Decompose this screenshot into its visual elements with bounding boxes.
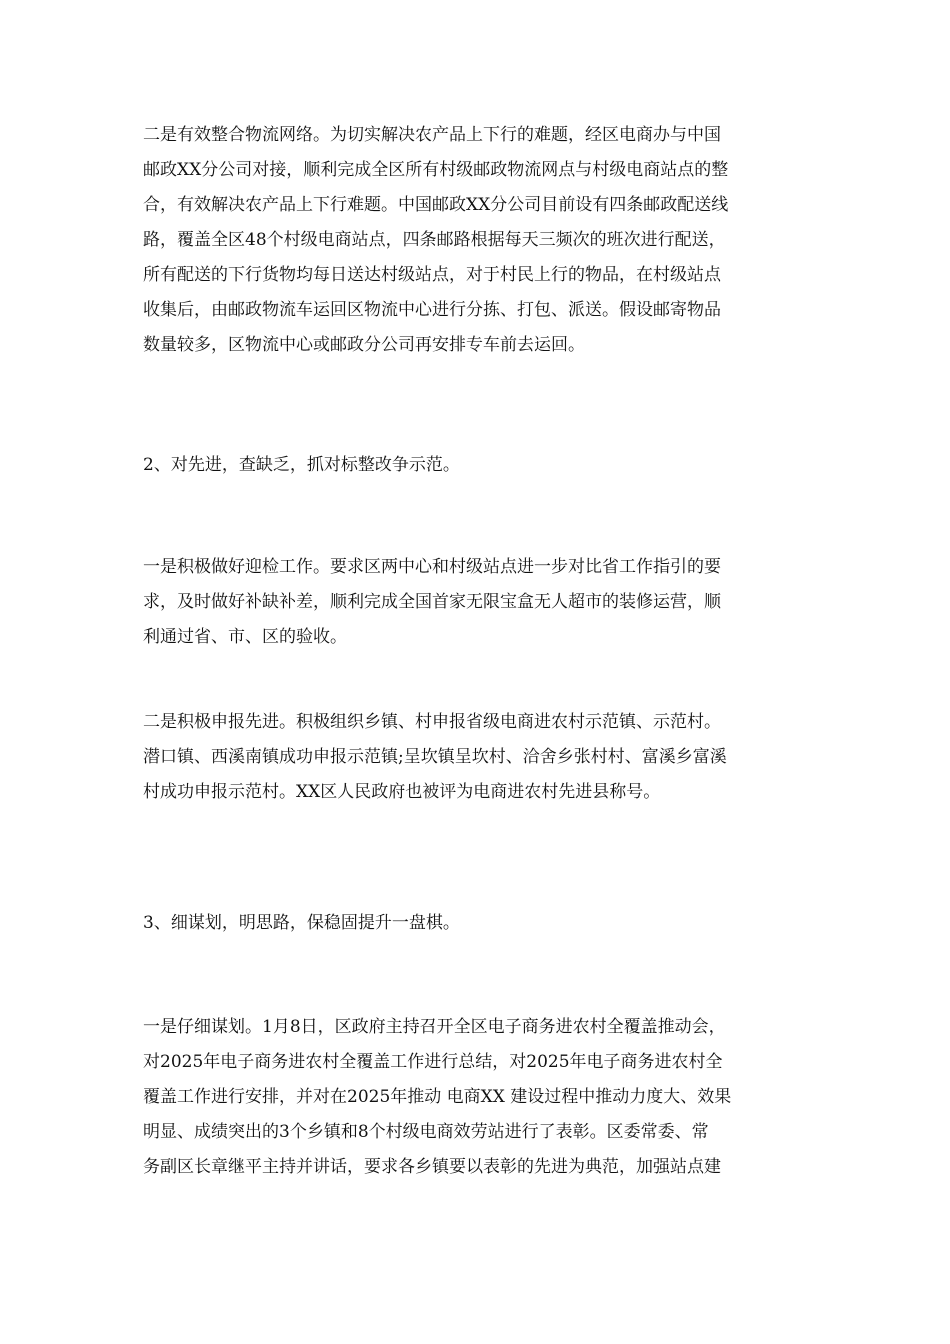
text-line: 路，覆盖全区48个村级电商站点，四条邮路根据每天三频次的班次进行配送， bbox=[143, 230, 726, 250]
text-line: 求，及时做好补缺补差，顺利完成全国首家无限宝盒无人超市的装修运营，顺 bbox=[143, 592, 721, 612]
text-line: 二是有效整合物流网络。为切实解决农产品上下行的难题，经区电商办与中国 bbox=[143, 125, 721, 145]
paragraph-apply-advanced bbox=[143, 705, 813, 810]
text-line: 村成功申报示范村。XX区人民政府也被评为电商进农村先进县称号。 bbox=[143, 782, 661, 802]
section-heading-3 bbox=[143, 906, 813, 941]
text-line: 对2025年电子商务进农村全覆盖工作进行总结，对2025年电子商务进农村全 bbox=[143, 1052, 723, 1072]
text-line: 一是仔细谋划。1月8日，区政府主持召开全区电子商务进农村全覆盖推动会， bbox=[143, 1017, 726, 1037]
section-heading-text: 3、细谋划，明思路，保稳固提升一盘棋。 bbox=[143, 913, 460, 933]
paragraph-planning bbox=[143, 1010, 813, 1185]
paragraph-logistics-integration bbox=[143, 118, 813, 363]
text-line: 务副区长章继平主持并讲话，要求各乡镇要以表彰的先进为典范，加强站点建 bbox=[143, 1157, 721, 1177]
text-line: 收集后，由邮政物流车运回区物流中心进行分拣、打包、派送。假设邮寄物品 bbox=[143, 300, 721, 320]
text-line: 所有配送的下行货物均每日送达村级站点，对于村民上行的物品，在村级站点 bbox=[143, 265, 721, 285]
paragraph-inspection bbox=[143, 550, 813, 655]
text-line: 一是积极做好迎检工作。要求区两中心和村级站点进一步对比省工作指引的要 bbox=[143, 557, 721, 577]
text-line: 明显、成绩突出的3个乡镇和8个村级电商效劳站进行了表彰。区委常委、常 bbox=[143, 1122, 709, 1142]
text-line: 邮政XX分公司对接，顺利完成全区所有村级邮政物流网点与村级电商站点的整 bbox=[143, 160, 729, 180]
section-heading-2 bbox=[143, 448, 813, 483]
text-line: 二是积极申报先进。积极组织乡镇、村申报省级电商进农村示范镇、示范村。 bbox=[143, 712, 721, 732]
text-line: 合，有效解决农产品上下行难题。中国邮政XX分公司目前设有四条邮政配送线 bbox=[143, 195, 729, 215]
section-heading-text: 2、对先进，查缺乏，抓对标整改争示范。 bbox=[143, 455, 460, 475]
text-line: 覆盖工作进行安排，并对在2025年推动 电商XX 建设过程中推动力度大、效果 bbox=[143, 1087, 732, 1107]
text-line: 潜口镇、西溪南镇成功申报示范镇;呈坎镇呈坎村、洽舍乡张村村、富溪乡富溪 bbox=[143, 747, 727, 767]
text-line: 利通过省、市、区的验收。 bbox=[143, 627, 347, 647]
text-line: 数量较多，区物流中心或邮政分公司再安排专车前去运回。 bbox=[143, 335, 585, 355]
